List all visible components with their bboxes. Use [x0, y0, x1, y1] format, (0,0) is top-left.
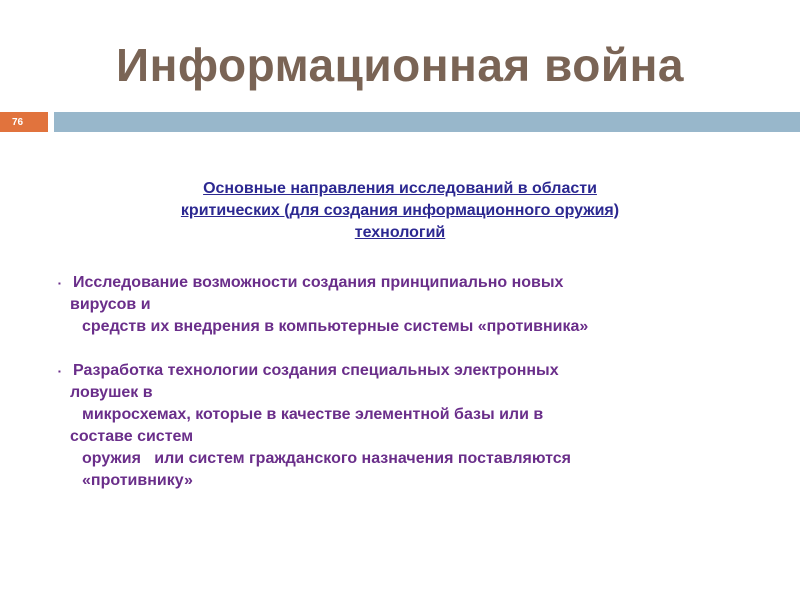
square-bullet-icon: ▪: [58, 279, 61, 288]
bullet-line: вирусов и: [70, 296, 151, 313]
section-heading-line-3: технологий: [354, 224, 446, 241]
bullet-line: «противнику»: [82, 472, 193, 489]
bullet-item-traps: [56, 360, 756, 492]
section-heading-line-1: Основные направления исследований в области: [203, 180, 597, 197]
bullet-line: средств их внедрения в компьютерные системы «противника»: [82, 318, 589, 335]
square-bullet-icon: ▪: [58, 367, 61, 376]
bullet-list: [56, 272, 756, 514]
title-divider: [0, 112, 800, 132]
bullet-item-viruses: [56, 272, 756, 338]
bullet-line: ловушек в: [70, 384, 153, 401]
section-heading-line-2: критических (для создания информационного оружия): [180, 202, 620, 219]
bullet-line: Разработка технологии создания специальных электронных: [73, 362, 559, 379]
divider-band: [54, 112, 800, 132]
slide-title: Информационная война: [116, 39, 684, 91]
bullet-line: микросхемах, которые в качестве элементной базы или в: [82, 406, 544, 423]
bullet-line: Исследование возможности создания принципиально новых: [73, 274, 564, 291]
slide-number: 76: [0, 112, 48, 132]
bullet-line: составе систем: [70, 428, 194, 445]
bullet-line: оружия или систем гражданского назначения поставляются: [82, 450, 571, 467]
section-heading-link[interactable]: [140, 178, 660, 244]
